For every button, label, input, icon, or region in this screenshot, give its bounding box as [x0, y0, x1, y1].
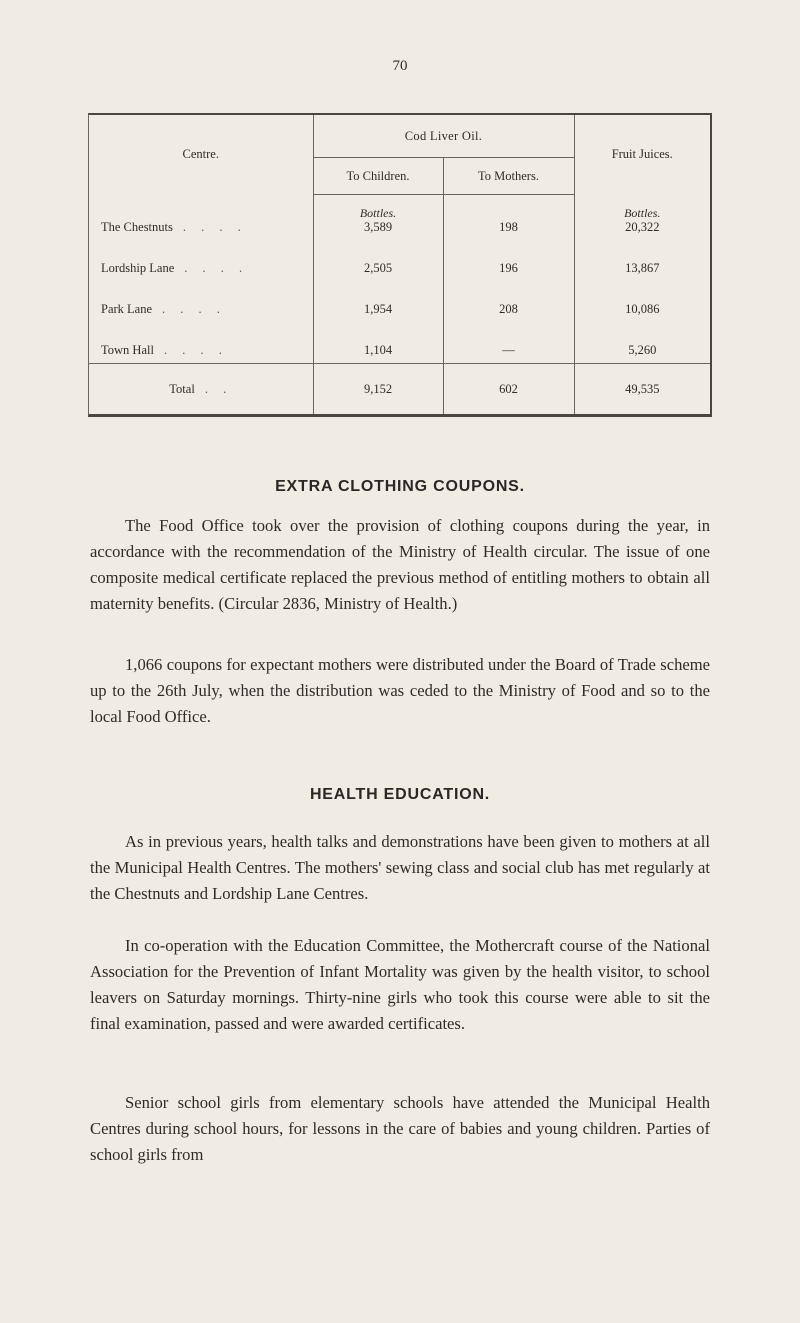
- juices-value: 20,322: [625, 220, 660, 234]
- page-number: 70: [392, 58, 408, 74]
- distribution-table: [88, 113, 712, 417]
- mothers-value: —: [443, 322, 574, 364]
- table-row: [89, 240, 710, 281]
- juices-value: 5,260: [628, 343, 657, 357]
- header-centre: Centre.: [89, 115, 313, 195]
- juices-value: 13,867: [625, 261, 660, 275]
- header-cod-liver-oil: Cod Liver Oil.: [313, 115, 574, 158]
- paragraph: 1,066 coupons for expectant mothers were distributed under the Board of Trade scheme up to the 26th July, when the distribution was ceded to the Ministry of Food and so to the local Food Office.: [90, 655, 710, 726]
- centre-name: The Chestnuts: [101, 220, 173, 234]
- units-label: Bottles.: [624, 206, 661, 220]
- paragraph: The Food Office took over the provision of clothing coupons during the year, in accordance with the recommendation of the Ministry of Health circular. The issue of one composite medical certificate replaced the previous method of entitling mothers to obtain all maternity benefits. (Circular 2836, Ministry of Health.): [90, 516, 710, 613]
- juices-value: 10,086: [625, 302, 660, 316]
- paragraph: As in previous years, health talks and demonstrations have been given to mothers at all the Municipal Health Centres. The mothers' sewing class and social club has met regularly at the Chestnuts and Lordship Lane Centres.: [90, 832, 710, 903]
- header-to-mothers: To Mothers.: [443, 158, 574, 195]
- leader-dots: . . . .: [184, 261, 249, 275]
- leader-dots: . .: [204, 381, 233, 396]
- paragraph: In co-operation with the Education Committee, the Mothercraft course of the National Association for the Prevention of Infant Mortality was given by the health visitor, to school leavers on Saturday mornings. Thirty-nine girls who took this course were able to sit the final examination, passed and were awarded certificates.: [90, 936, 710, 1033]
- centre-name: Town Hall: [101, 343, 154, 357]
- total-label: Total: [169, 381, 195, 396]
- section-heading-extra-clothing-coupons: EXTRA CLOTHING COUPONS.: [275, 478, 525, 495]
- mothers-value: 196: [443, 240, 574, 281]
- total-mothers: 602: [443, 364, 574, 415]
- total-children: 9,152: [313, 364, 443, 415]
- mothers-value: 198: [443, 195, 574, 241]
- leader-dots: . . . .: [163, 343, 228, 357]
- paragraph: Senior school girls from elementary schools have attended the Municipal Health Centres during school hours, for lessons in the care of babies and young children. Parties of school girls from: [90, 1093, 710, 1164]
- table-row: [89, 322, 710, 364]
- children-value: 1,104: [313, 322, 443, 364]
- section-heading-health-education: HEALTH EDUCATION.: [309, 786, 491, 803]
- children-value: 2,505: [313, 240, 443, 281]
- children-value: 3,589: [363, 220, 393, 234]
- table-row: [89, 281, 710, 322]
- mothers-value: 208: [443, 281, 574, 322]
- leader-dots: . . . .: [162, 302, 226, 316]
- header-fruit-juices: Fruit Juices.: [574, 115, 710, 195]
- centre-name: Park Lane: [101, 302, 153, 316]
- leader-dots: . . . .: [182, 220, 247, 234]
- header-to-children: To Children.: [313, 158, 443, 195]
- children-value: 1,954: [313, 281, 443, 322]
- units-label: Bottles.: [359, 206, 397, 220]
- centre-name: Lordship Lane: [101, 261, 175, 275]
- table-row: [89, 195, 710, 241]
- total-row: [89, 364, 710, 415]
- total-juices: 49,535: [574, 364, 710, 415]
